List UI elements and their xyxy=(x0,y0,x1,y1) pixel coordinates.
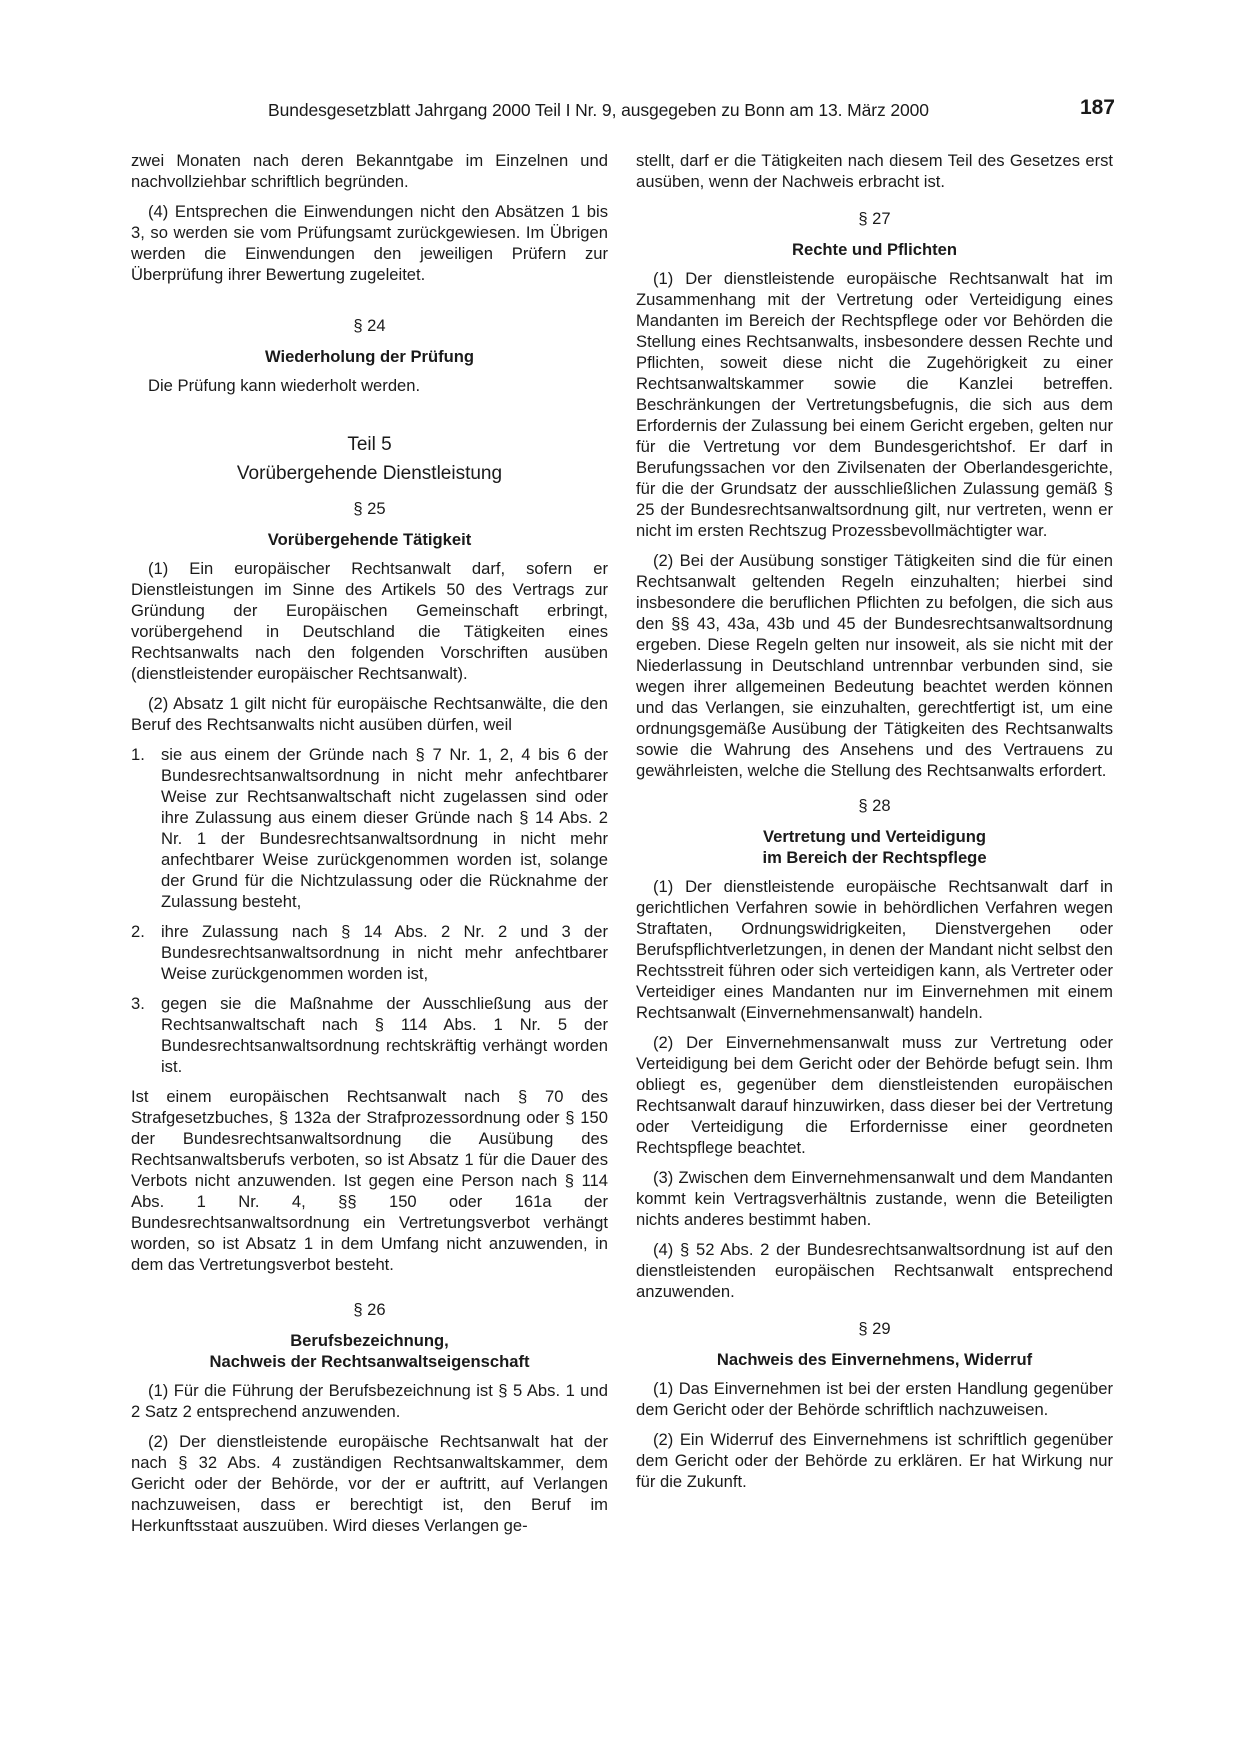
section-number: § 26 xyxy=(353,1300,386,1319)
section-title: Rechte und Pflichten xyxy=(791,240,958,259)
paragraph: (1) Ein europäischer Rechtsanwalt darf, sofern er Dienstleistungen im Sinne des Artikels 50 des Vertrags zur Gründung der Europäischen Gemeinschaft erbringt, vorübergehend in Deutschland die Tätigkeiten eines Rechtsanwalts nach den folgenden Vorschriften ausüben (dienstleistender europäischer Rechtsanwalt). xyxy=(131,559,608,683)
list-item: 1. sie aus einem der Gründe nach § 7 Nr. 1, 2, 4 bis 6 der Bundesrechtsanwaltsordnung in nicht mehr anfechtbarer Weise zur Rechtsanwaltschaft nicht zugelassen sind oder ihre Zulassung aus einem dieser Gründe nach § 14 Abs. 2 Nr. 1 der Bundesrechtsanwaltsordnung in nicht mehr anfechtbarer Weise zurückgenommen worden ist, solange der Grund für die Nichtzulassung oder die Rücknahme der Zulassung besteht, xyxy=(131,745,608,911)
enumerated-list xyxy=(131,744,608,1077)
paragraph: (3) Zwischen dem Einvernehmensanwalt und dem Mandanten kommt kein Vertragsverhältnis zustande, wenn die Beteiligten nichts anderes bestimmt haben. xyxy=(636,1168,1113,1229)
paragraph: (2) Bei der Ausübung sonstiger Tätigkeiten sind die für einen Rechtsanwalt geltenden Regeln einzuhalten; hierbei sind insbesondere die beruflichen Pflichten zu befolgen, die sich aus den §§ 43, 43a, 43b und 45 der Bundesrechtsanwaltsordnung ergeben. Diese Regeln gelten nur insoweit, als sie nicht mit der Niederlassung in Deutschland untrennbar verbunden sind, sie wegen ihrer allgemeinen Bedeutung beachtet werden können und das Verlangen, sie einzuhalten, gerechtfertigt ist, um eine ordnungsgemäße Ausübung der Tätigkeiten des Rechtsanwalts sowie die Wahrung des Ansehens und des Vertrauens zu gewährleisten, welche die Stellung des Rechtsanwalts erfordert. xyxy=(636,551,1113,780)
list-item: 2. ihre Zulassung nach § 14 Abs. 2 Nr. 2 und 3 der Bundesrechtsanwaltsordnung in nicht mehr anfechtbarer Weise zurückgenommen worden ist, xyxy=(131,922,608,983)
section-title: Berufsbezeichnung, Nachweis der Rechtsanwaltseigenschaft xyxy=(209,1331,530,1371)
section-title: Nachweis des Einvernehmens, Widerruf xyxy=(716,1350,1033,1369)
paragraph: (2) Der dienstleistende europäische Rechtsanwalt hat der nach § 32 Abs. 4 zuständigen Rechtsanwaltskammer, dem Gericht oder der Behörde, vor der er auftritt, auf Verlangen nachzuweisen, dass er berechtigt ist, den Beruf im Herkunftsstaat auszuüben. Wird dieses Verlangen ge- xyxy=(131,1432,608,1535)
section-title: Wiederholung der Prüfung xyxy=(264,347,475,366)
paragraph: (1) Der dienstleistende europäische Rechtsanwalt darf in gerichtlichen Verfahren sowie in behördlichen Verfahren wegen Straftaten, Ordnungswidrigkeiten, Dienstvergehen oder Berufspflichtverletzungen, in denen der Mandant nicht selbst den Rechtsstreit führen oder sich verteidigen kann, als Vertreter oder Verteidiger eines Mandanten nur im Einvernehmen mit einem Rechtsanwalt (Einvernehmensanwalt) handeln. xyxy=(636,877,1113,1022)
section-title: Vorübergehende Tätigkeit xyxy=(267,530,472,549)
paragraph: (2) Absatz 1 gilt nicht für europäische Rechtsanwälte, die den Beruf des Rechtsanwalts nicht ausüben dürfen, weil xyxy=(131,694,608,734)
section-number: § 29 xyxy=(858,1319,891,1338)
paragraph: (4) Entsprechen die Einwendungen nicht den Absätzen 1 bis 3, so werden sie vom Prüfungsamt zurückgewiesen. Im Übrigen werden die Einwendungen den jeweiligen Prüfern zur Überprüfung ihrer Bewertung zugeleitet. xyxy=(131,202,608,284)
paragraph: (1) Das Einvernehmen ist bei der ersten Handlung gegenüber dem Gericht oder der Behörde schriftlich nachzuweisen. xyxy=(636,1379,1113,1419)
paragraph: (2) Ein Widerruf des Einvernehmens ist schriftlich gegenüber dem Gericht oder der Behörde zu erklären. Er hat Wirkung nur für die Zukunft. xyxy=(636,1430,1113,1491)
section-title: Vertretung und Verteidigung im Bereich der Rechtspflege xyxy=(762,827,987,867)
paragraph: Die Prüfung kann wiederholt werden. xyxy=(148,376,421,395)
paragraph: (2) Der Einvernehmensanwalt muss zur Vertretung oder Verteidigung bei dem Gericht oder der Behörde befugt sein. Ihm obliegt es, gegenüber dem dienstleistenden europäischen Rechtsanwalt darauf hinzuwirken, dass dieser bei der Vertretung oder Verteidigung die Erfordernisse einer geordneten Rechtspflege beachtet. xyxy=(636,1033,1113,1157)
paragraph: (1) Der dienstleistende europäische Rechtsanwalt hat im Zusammenhang mit der Vertretung oder Verteidigung eines Mandanten im Bereich der Rechtspflege oder vor Behörden die Stellung eines Rechtsanwalts, insbesondere dessen Rechte und Pflichten, soweit diese nicht die Zugehörigkeit zu einer Rechtsanwaltskammer sowie die Kanzlei betreffen. Beschränkungen der Vertretungsbefugnis, die sich aus dem Erfordernis der Zulassung bei einem Gericht ergeben, gelten nur für die Vertretung vor dem Bundesgerichtshof. Er darf in Berufungssachen vor den Zivilsenaten der Oberlandesgerichte, für die der Grundsatz der ausschließlichen Zulassung gemäß § 25 der Bundesrechtsanwaltsordnung gilt, nur vertreten, wenn er nicht im ersten Rechtszug Prozessbevollmächtigter war. xyxy=(636,269,1113,540)
paragraph: (1) Für die Führung der Berufsbezeichnung ist § 5 Abs. 1 und 2 Satz 2 entsprechend anzuwenden. xyxy=(131,1381,608,1421)
paragraph: stellt, darf er die Tätigkeiten nach diesem Teil des Gesetzes erst ausüben, wenn der Nachweis erbracht ist. xyxy=(636,151,1113,191)
section-number: § 28 xyxy=(858,796,891,815)
section-number: § 24 xyxy=(353,316,386,335)
part-label: Teil 5 xyxy=(347,434,392,455)
list-item: 3. gegen sie die Maßnahme der Ausschließung aus der Rechtsanwaltschaft nach § 114 Abs. 1 Nr. 5 der Bundesrechtsanwaltsordnung rechtskräftig verhängt worden ist. xyxy=(131,994,608,1076)
section-number: § 27 xyxy=(858,209,891,228)
page-header xyxy=(130,96,1115,128)
right-column xyxy=(636,150,1113,1501)
part-title: Vorübergehende Dienstleistung xyxy=(236,463,503,484)
paragraph: Ist einem europäischen Rechtsanwalt nach § 70 des Strafgesetzbuches, § 132a der Strafprozessordnung oder § 150 der Bundesrechtsanwaltsordnung die Ausübung des Rechtsanwaltsberufs verboten, so ist Absatz 1 für die Dauer des Verbots nicht anzuwenden. Ist gegen eine Person nach § 114 Abs. 1 Nr. 4, §§ 150 oder 161a der Bundesrechtsanwaltsordnung ein Vertretungsverbot verhängt worden, so ist Absatz 1 in dem Umfang nicht anzuwenden, in dem das Vertretungsverbot besteht. xyxy=(131,1087,608,1274)
paragraph: (4) § 52 Abs. 2 der Bundesrechtsanwaltsordnung ist auf den dienstleistenden europäischen Rechtsanwalt entsprechend anzuwenden. xyxy=(636,1240,1113,1301)
page-number: 187 xyxy=(1079,96,1115,119)
section-number: § 25 xyxy=(353,499,386,518)
paragraph: zwei Monaten nach deren Bekanntgabe im Einzelnen und nachvollziehbar schriftlich begründen. xyxy=(131,151,608,191)
running-title: Bundesgesetzblatt Jahrgang 2000 Teil I Nr. 9, ausgegeben zu Bonn am 13. März 2000 xyxy=(268,100,929,120)
left-column xyxy=(131,150,608,1545)
